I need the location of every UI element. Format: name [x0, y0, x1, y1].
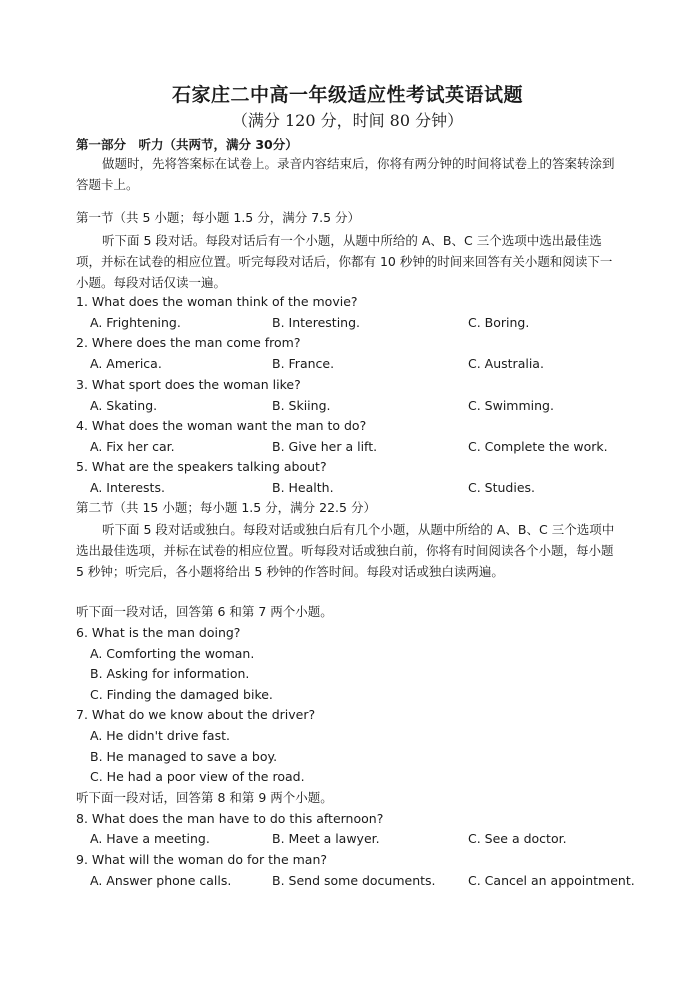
part1-heading: 第一部分 听力（共两节，满分 30分）	[76, 137, 298, 152]
q3-option-c: C. Swimming.	[468, 398, 554, 413]
q5-option-a: A. Interests.	[90, 480, 165, 495]
section1-heading: 第一节（共 5 小题；每小题 1.5 分，满分 7.5 分）	[76, 210, 361, 225]
question-6: 6. What is the man doing?	[76, 625, 241, 640]
q5-option-b: B. Health.	[272, 480, 334, 495]
question-3: 3. What sport does the woman like?	[76, 377, 301, 392]
section2-instructions: 听下面 5 段对话或独白。每段对话或独白后有几个小题，从题中所给的 A、B、C 三个选项中选出最佳选项，并标在试卷的相应位置。听每段对话或独白前，你将有时间阅读各个小题，每小题 5 秒钟；听完后，各小题将给出 5 秒钟的作答时间。每段对话或独白读两遍。	[76, 522, 615, 579]
q5-option-c: C. Studies.	[468, 480, 536, 495]
q8-option-b: B. Meet a lawyer.	[272, 831, 380, 846]
q2-option-c: C. Australia.	[468, 356, 544, 371]
q7-option-a: A. He didn't drive fast.	[90, 728, 230, 743]
question-9: 9. What will the woman do for the man?	[76, 852, 328, 867]
question-1: 1. What does the woman think of the movie?	[76, 294, 358, 309]
q7-option-b: B. He managed to save a boy.	[90, 749, 278, 764]
question-8: 8. What does the man have to do this afternoon?	[76, 811, 384, 826]
question-5: 5. What are the speakers talking about?	[76, 459, 327, 474]
section1-instructions: 听下面 5 段对话。每段对话后有一个小题，从题中所给的 A、B、C 三个选项中选出最佳选项，并标在试卷的相应位置。听完每段对话后，你都有 10 秒钟的时间来回答有关小题和阅读下一小题。每段对话仅读一遍。	[76, 233, 613, 290]
question-2: 2. Where does the man come from?	[76, 335, 301, 350]
exam-subtitle: （满分 120 分，时间 80 分钟）	[231, 111, 464, 130]
part1-intro: 做题时，先将答案标在试卷上。录音内容结束后，你将有两分钟的时间将试卷上的答案转涂到答题卡上。	[76, 156, 615, 192]
q3-option-b: B. Skiing.	[272, 398, 331, 413]
q9-option-b: B. Send some documents.	[272, 873, 436, 888]
q8-option-c: C. See a doctor.	[468, 831, 567, 846]
question-7: 7. What do we know about the driver?	[76, 707, 316, 722]
q6-option-a: A. Comforting the woman.	[90, 646, 255, 661]
exam-title: 石家庄二中高一年级适应性考试英语试题	[171, 84, 523, 106]
q3-option-a: A. Skating.	[90, 398, 158, 413]
group1-note: 听下面一段对话，回答第 6 和第 7 两个小题。	[76, 604, 333, 619]
q1-option-b: B. Interesting.	[272, 315, 360, 330]
q9-option-c: C. Cancel an appointment.	[468, 873, 635, 888]
q7-option-c: C. He had a poor view of the road.	[90, 769, 305, 784]
q9-option-a: A. Answer phone calls.	[90, 873, 232, 888]
q1-option-c: C. Boring.	[468, 315, 530, 330]
q4-option-c: C. Complete the work.	[468, 439, 608, 454]
q6-option-b: B. Asking for information.	[90, 666, 250, 681]
q2-option-a: A. America.	[90, 356, 162, 371]
q4-option-b: B. Give her a lift.	[272, 439, 378, 454]
q6-option-c: C. Finding the damaged bike.	[90, 687, 273, 702]
question-4: 4. What does the woman want the man to do?	[76, 418, 367, 433]
q4-option-a: A. Fix her car.	[90, 439, 175, 454]
section2-heading: 第二节（共 15 小题；每小题 1.5 分，满分 22.5 分）	[76, 500, 376, 515]
q2-option-b: B. France.	[272, 356, 335, 371]
q1-option-a: A. Frightening.	[90, 315, 181, 330]
q8-option-a: A. Have a meeting.	[90, 831, 210, 846]
group2-note: 听下面一段对话，回答第 8 和第 9 两个小题。	[76, 790, 333, 805]
